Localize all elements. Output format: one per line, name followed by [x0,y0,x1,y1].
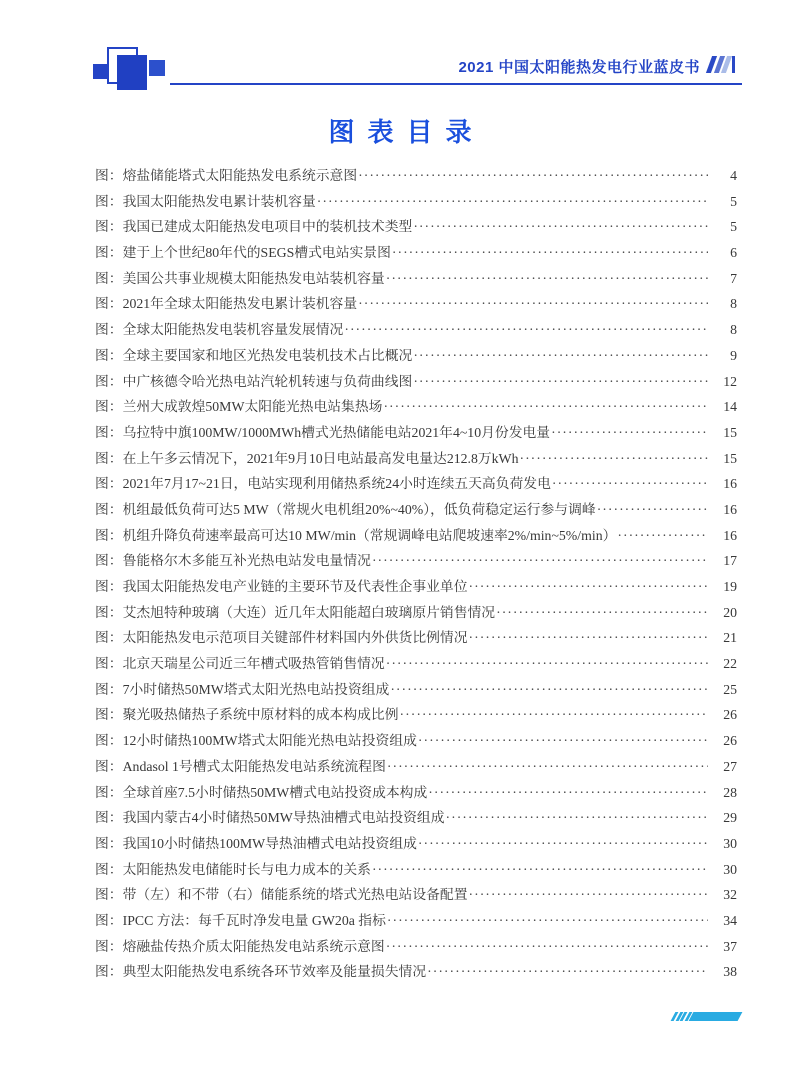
header-divider [170,83,742,85]
toc-entry-page: 28 [723,784,737,800]
toc-entry [95,935,737,961]
toc-entry-page: 16 [723,476,737,492]
toc-entry-label: 图：太阳能热发电示范项目关键部件材料国内外供货比例情况 [95,630,468,646]
toc-entry-page: 4 [730,168,737,183]
toc-entry-label: 图：中广核德令哈光热电站汽轮机转速与负荷曲线图 [95,373,413,389]
toc-entry [95,626,737,652]
toc-entry [95,498,737,524]
toc-dot-leader [385,656,708,672]
toc-dot-leader [550,425,708,441]
toc-entry-label: 图：2021年7月17~21日，电站实现利用储热系统24小时连续五天高负荷发电 [95,476,551,492]
toc-dot-leader [417,836,708,852]
toc-entry [95,241,737,267]
toc-entry-label: 图：太阳能热发电储能时长与电力成本的关系 [95,861,371,877]
toc-entry-page: 26 [723,707,737,723]
toc-entry-label: 图：熔融盐传热介质太阳能热发电站系统示意图 [95,938,385,954]
toc-dot-leader [357,168,708,184]
header-title: 2021 中国太阳能热发电行业蓝皮书 [458,59,700,76]
toc-dot-leader [386,759,708,775]
logo-square-small-right [149,60,165,76]
toc-entry-label: 图：全球太阳能热发电装机容量发展情况 [95,322,344,338]
toc-entry-label: 图：12小时储热100MW塔式太阳能光热电站投资组成 [95,733,417,749]
toc-entry-page: 5 [730,219,737,235]
toc-entry-page: 7 [730,270,737,286]
toc-entry-label: 图：聚光吸热储热子系统中原材料的成本构成比例 [95,707,399,723]
toc-entry-page: 29 [723,810,737,826]
toc-entry-label: 图：兰州大成敦煌50MW太阳能光热电站集热场 [95,399,383,415]
slash-bar [732,56,736,73]
toc-entry [95,215,737,241]
toc-entry [95,909,737,935]
toc-entry [95,395,737,421]
toc-entry-page: 6 [730,245,737,261]
toc-entry-label: 图：Andasol 1号槽式太阳能热发电站系统流程图 [95,758,386,774]
toc-entry-page: 22 [723,656,737,672]
toc-entry-page: 32 [723,887,737,903]
toc-entry [95,575,737,601]
toc-dot-leader [445,810,708,826]
toc-dot-leader [495,605,708,621]
toc-entry [95,370,737,396]
toc-entry-page: 8 [730,296,737,312]
toc-entry [95,729,737,755]
toc-entry-label: 图：我国太阳能热发电累计装机容量 [95,193,316,209]
toc-entry [95,524,737,550]
toc-entry-label: 图：在上午多云情况下，2021年9月10日电站最高发电量达212.8万kWh [95,450,519,466]
toc-entry-page: 19 [723,579,737,594]
toc-entry [95,806,737,832]
toc-entry [95,190,737,216]
toc-entry [95,652,737,678]
toc-entry-label: 图：2021年全球太阳能热发电累计装机容量 [95,296,358,312]
toc-dot-leader [596,502,708,518]
toc-entry-label: 图：建于上个世纪80年代的SEGS槽式电站实景图 [95,245,391,261]
toc-entry-label: 图：我国10小时储热100MW导热油槽式电站投资组成 [95,835,417,851]
toc-entry-page: 16 [723,527,737,543]
toc-entry-label: 图：全球首座7.5小时储热50MW槽式电站投资成本构成 [95,784,428,800]
toc-entry-label: 图：机组升降负荷速率最高可达10 MW/min（常规调峰电站爬坡速率2%/min~5%/min） [95,527,617,543]
toc-dot-leader [389,682,708,698]
logo-square-small-left [93,64,108,79]
logo-square-filled [117,55,147,90]
toc-entry-label: 图：鲁能格尔木多能互补光热电站发电量情况 [95,553,371,569]
toc-entry-label: 图：全球主要国家和地区光热发电装机技术占比概况 [95,347,413,363]
toc-entry-label: 图：IPCC 方法：每千瓦时净发电量 GW20a 指标 [95,912,386,928]
toc-entry-page: 14 [723,399,737,415]
toc-entry-label: 图：机组最低负荷可达5 MW（常规火电机组20%~40%），低负荷稳定运行参与调峰 [95,501,596,517]
toc-entry-page: 20 [723,604,737,620]
toc-entry [95,678,737,704]
toc-entry [95,421,737,447]
toc-entry-page: 27 [723,758,737,774]
toc-dot-leader [399,707,708,723]
toc-entry-page: 9 [730,347,737,363]
toc-entry [95,960,737,986]
toc-entry [95,549,737,575]
toc-dot-leader [412,219,708,235]
toc-entry-label: 图：典型太阳能热发电系统各环节效率及能量损失情况 [95,964,427,980]
toc-entry [95,755,737,781]
toc-entry-page: 25 [723,681,737,697]
toc-dot-leader [616,528,708,544]
toc-entry [95,601,737,627]
toc-dot-leader [382,399,708,415]
toc-dot-leader [412,374,708,390]
toc-entry-page: 34 [723,912,737,928]
toc-entry-label: 图：我国太阳能热发电产业链的主要环节及代表性企事业单位 [95,579,468,594]
toc-entry [95,832,737,858]
toc-entry-page: 8 [730,322,737,338]
toc-entry [95,883,737,909]
toc-entry-label: 图：7小时储热50MW塔式太阳光热电站投资组成 [95,681,390,697]
toc-entry [95,472,737,498]
toc-dot-leader [468,579,708,595]
toc-entry-page: 15 [723,424,737,440]
toc-entry-label: 图：我国已建成太阳能热发电项目中的装机技术类型 [95,219,413,235]
toc-entry-label: 图：乌拉特中旗100MW/1000MWh槽式光热储能电站2021年4~10月份发电量 [95,424,551,440]
toc-entry [95,318,737,344]
page-title: 图表目录 [328,117,485,147]
toc-dot-leader [468,887,708,903]
toc-dot-leader [518,451,708,467]
toc-entry-page: 30 [723,861,737,877]
toc-entry-label: 图：我国内蒙古4小时储热50MW导热油槽式电站投资组成 [95,810,445,826]
toc-entry [95,267,737,293]
toc-entry-page: 15 [723,450,737,466]
toc-dot-leader [371,862,708,878]
toc-entry [95,858,737,884]
toc-entry [95,447,737,473]
toc-entry-page: 38 [723,964,737,980]
toc-entry-label: 图：艾杰旭特种玻璃（大连）近几年太阳能超白玻璃原片销售情况 [95,604,496,620]
toc-entry-label: 图：带（左）和不带（右）储能系统的塔式光热电站设备配置 [95,887,468,903]
toc-entry-label: 图：北京天瑞星公司近三年槽式吸热管销售情况 [95,656,385,672]
toc-entry-page: 21 [723,630,737,646]
toc-entry-page: 26 [723,733,737,749]
toc-dot-leader [417,733,708,749]
toc-entry-page: 5 [730,193,737,209]
footer-bar [689,1012,743,1021]
toc-entry [95,703,737,729]
toc-dot-leader [468,630,708,646]
toc-dot-leader [386,913,708,929]
footer-stripe-icon [673,1012,740,1021]
toc-entry-page: 16 [723,501,737,517]
toc-dot-leader [427,785,708,801]
toc-dot-leader [426,964,708,980]
toc-entry [95,292,737,318]
toc-dot-leader [412,348,708,364]
triple-slash-icon [709,56,735,73]
toc-entry [95,344,737,370]
toc-dot-leader [385,271,708,287]
toc-dot-leader [357,296,708,312]
toc-dot-leader [316,194,708,210]
toc-entry [95,164,737,190]
toc-dot-leader [391,245,708,261]
toc-entry-label: 图：美国公共事业规模太阳能热发电站装机容量 [95,270,385,286]
toc-entry-page: 17 [723,553,737,569]
toc-entry-page: 30 [723,835,737,851]
toc-dot-leader [551,476,708,492]
toc-entry-label: 图：熔盐储能塔式太阳能热发电系统示意图 [95,168,358,183]
toc-dot-leader [371,553,708,569]
figure-list [95,164,737,986]
toc-entry-page: 37 [723,938,737,954]
toc-entry-page: 12 [723,373,737,389]
toc-dot-leader [385,939,708,955]
toc-entry [95,781,737,807]
toc-dot-leader [343,322,708,338]
